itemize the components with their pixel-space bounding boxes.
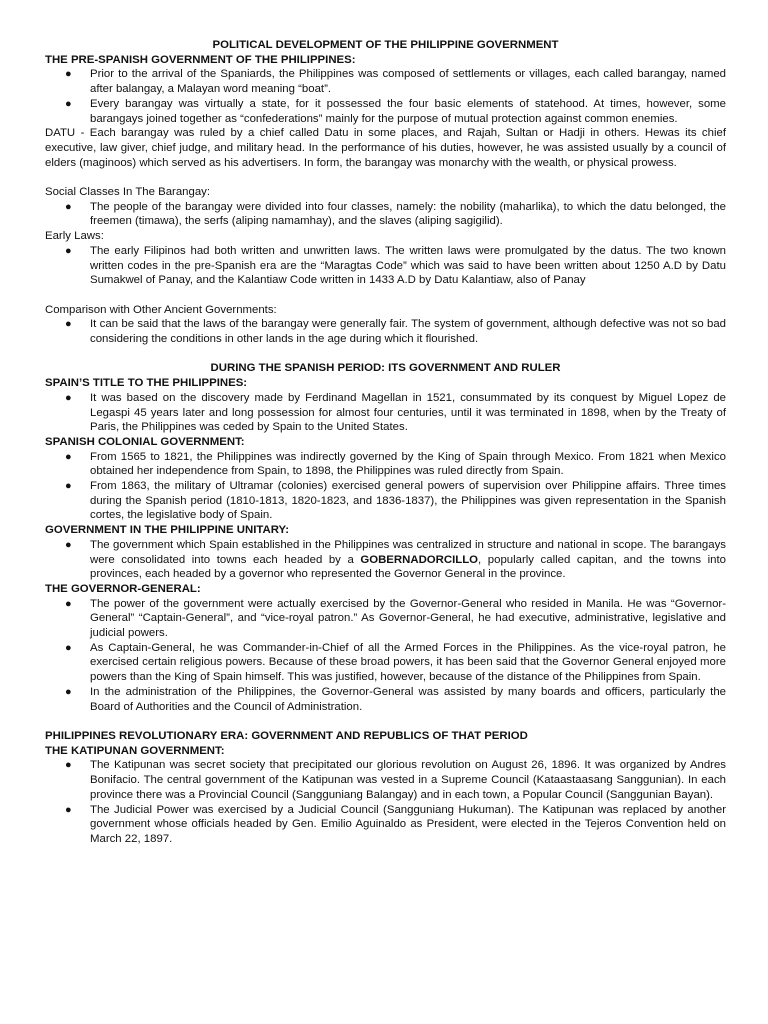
pre-spanish-heading: THE PRE-SPANISH GOVERNMENT OF THE PHILIPPINES: [45,53,356,66]
list-item: ● The Katipunan was secret society that precipitated our glorious revolution on August 26, 1896. It was organized by Andres Bonifacio. The central government of the Katipunan was vested in a Supreme Council (Kataastaasang Sanggunian). In each province there was a Provincial Council (Sangguniang Balangay) and in each town, a Popular Council (Sanggunian Bayan). [65,759,726,801]
spacer [45,288,726,303]
gobernadorcillo-term: GOBERNADORCILLO [360,553,479,566]
spacer [45,170,726,185]
comparison-list [45,317,726,346]
list-item: ● It was based on the discovery made by Ferdinand Magellan in 1521, consummated by its conquest by Miguel Lopez de Legaspi 45 years later and long possession for almost four centuries, until it was terminated in 1898, when by the Treaty of Paris, the Philippines was ceded by Spain to the United States. [65,391,726,434]
bullet-icon: ● [65,97,72,110]
list-item: ● From 1863, the military of Ultramar (colonies) exercised general powers of supervision over Philippine affairs. Three times during the Spanish period (1810-1813, 1820-1823, and 1836-1837), the Philippines was given representation in the Spanish cortes, the legislative body of Spain. [65,480,726,522]
bullet-icon: ● [65,318,72,331]
bullet-icon: ● [65,759,72,772]
list-item: ● The power of the government were actually exercised by the Governor-General who resided in Manila. He was “Governor-General” “Captain-General”, and “vice-royal patron.” As Governor-General, he had executive, administrative, legislative and judicial powers. [65,597,726,640]
governor-general-heading: THE GOVERNOR-GENERAL: [45,582,201,595]
pre-spanish-list [45,67,726,126]
list-item: ● It can be said that the laws of the barangay were generally fair. The system of government, although defective was not so bad considering the conditions in other lands in the age during which it flourished. [65,318,726,346]
bullet-icon: ● [65,803,72,816]
list-item: ● The people of the barangay were divided into four classes, namely: the nobility (maharlika), to which the datu belonged, the freemen (timawa), the serfs (aliping namamhay), and the slaves (aliping sagigilid). [65,200,726,228]
katipunan-heading: THE KATIPUNAN GOVERNMENT: [45,744,225,757]
revolutionary-era-heading: PHILIPPINES REVOLUTIONARY ERA: GOVERNMENT AND REPUBLICS OF THAT PERIOD [45,729,528,742]
katipunan-list [45,758,726,846]
document-title: POLITICAL DEVELOPMENT OF THE PHILIPPINE GOVERNMENT [212,39,559,51]
spain-title-heading: SPAIN’S TITLE TO THE PHILIPPINES: [45,377,248,390]
bullet-icon: ● [65,597,72,610]
governor-general-list [45,597,726,715]
colonial-government-heading: SPANISH COLONIAL GOVERNMENT: [45,435,245,448]
bullet-icon: ● [65,480,72,493]
datu-paragraph: DATU - Each barangay was ruled by a chief called Datu in some places, and Rajah, Sultan or Hadji in others. Hewas its chief executive, law giver, chief judge, and military head. In the performance of his duties, however, he was assisted usually by a council of elders (maginoos) which served as his advertisers. In form, the barangay was monarchy with the wealth, or physical prowess. [45,127,726,169]
bullet-icon: ● [65,685,72,698]
spain-title-list [45,391,726,435]
bullet-icon: ● [65,641,72,654]
bullet-icon: ● [65,244,72,257]
bullet-icon: ● [65,538,72,551]
early-laws-heading: Early Laws: [45,230,104,243]
social-classes-heading: Social Classes In The Barangay: [45,186,211,199]
list-item: ● Every barangay was virtually a state, for it possessed the four basic elements of statehood. At times, however, some barangays joined together as “confederations” mainly for the purpose of mutual protection against common enemies. [65,97,726,125]
list-item: ● The government which Spain established in the Philippines was centralized in structure and national in scope. The barangays were consolidated into towns each headed by a GOBERNADORCILLO, popularly called capitan, and the towns into provinces, each headed by a governor who represented the Governor General in the province. [65,538,726,581]
early-laws-list [45,244,726,288]
bullet-icon: ● [65,450,72,463]
social-classes-list [45,200,726,229]
list-item: ● As Captain-General, he was Commander-in-Chief of all the Armed Forces in the Philippines. As the vice-royal patron, he exercised certain religious powers. Because of these broad powers, it has been said that the Governor General enjoyed more powers than the King of Spain himself. This was justified, however, because of the distance of the Philippines from Spain. [65,641,726,684]
comparison-heading: Comparison with Other Ancient Governments: [45,303,277,316]
list-item: ● Prior to the arrival of the Spaniards, the Philippines was composed of settlements or villages, each called barangay, named after balangay, a Malayan word meaning “boat”. [65,68,726,96]
unitary-government-list [45,538,726,582]
spacer [45,714,726,729]
list-item: ● In the administration of the Philippines, the Governor-General was assisted by many boards and officers, particularly the Board of Authorities and the Council of Administration. [65,685,726,713]
list-item: ● From 1565 to 1821, the Philippines was indirectly governed by the King of Spain through Mexico. From 1821 when Mexico obtained her independence from Spain, to 1898, the Philippines was ruled directly from Spain. [65,450,726,478]
spanish-period-heading: DURING THE SPANISH PERIOD: ITS GOVERNMENT AND RULER [210,362,561,375]
list-item: ● The Judicial Power was exercised by a Judicial Council (Sangguniang Hukuman). The Katipunan was replaced by another government whose officials headed by Gen. Emilio Aguinaldo as President, were elected in the Tejeros Convention held on March 22, 1897. [65,803,726,845]
bullet-icon: ● [65,391,72,404]
colonial-government-list [45,450,726,524]
list-item: ● The early Filipinos had both written and unwritten laws. The written laws were promulgated by the datus. The two known written codes in the pre-Spanish era are the “Maragtas Code” which was said to have been written about 1250 A.D by Datu Sumakwel of Panay, and the Kalantiaw Code written in 1433 A.D by Datu Kalantiaw, also of Panay [65,244,726,287]
unitary-government-heading: GOVERNMENT IN THE PHILIPPINE UNITARY: [45,524,290,537]
spacer [45,347,726,362]
bullet-icon: ● [65,68,72,81]
bullet-icon: ● [65,200,72,213]
